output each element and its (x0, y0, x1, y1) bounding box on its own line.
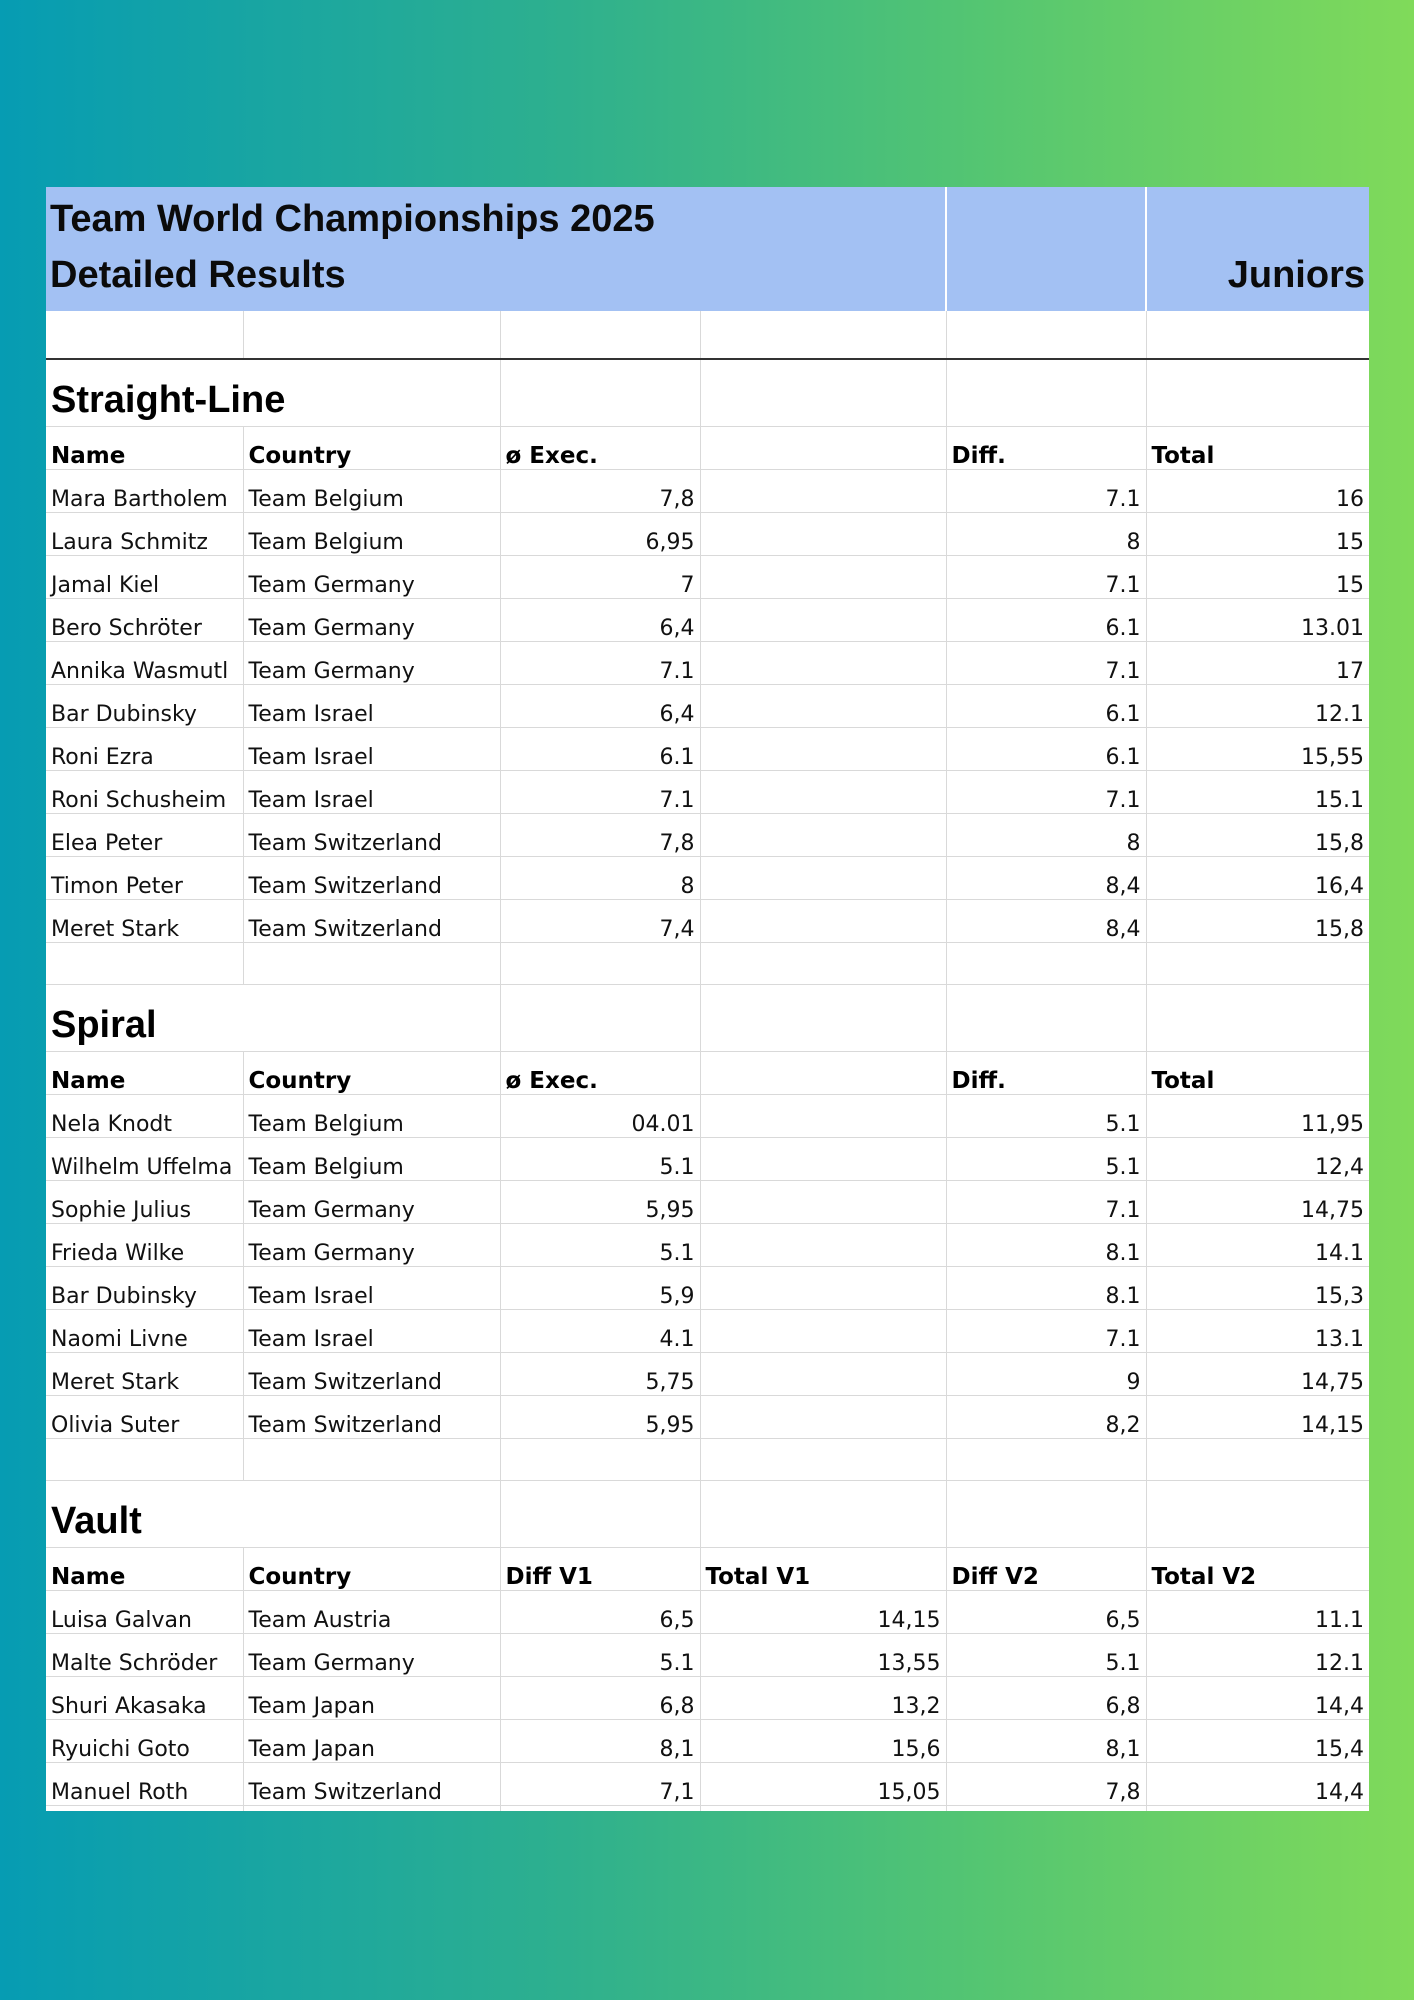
score-cell (700, 512, 946, 555)
score-cell: 8,2 (946, 1395, 1146, 1438)
score-cell (700, 469, 946, 512)
empty-cell (700, 1480, 946, 1547)
score-cell: 5.1 (500, 1137, 700, 1180)
country-cell: Team Israel (243, 770, 500, 813)
column-header: Diff V1 (500, 1547, 700, 1590)
score-cell: 6,95 (500, 512, 700, 555)
score-cell (700, 1309, 946, 1352)
country-cell: Team Germany (243, 598, 500, 641)
score-cell: 14,4 (1146, 1676, 1369, 1719)
table-row (46, 598, 1369, 641)
score-cell (700, 1094, 946, 1137)
score-cell (700, 1180, 946, 1223)
score-cell: 16,4 (1146, 856, 1369, 899)
score-cell: 7.1 (946, 555, 1146, 598)
table-row (46, 1719, 1369, 1762)
athlete-name-cell: Malte Schröder (46, 1633, 243, 1676)
country-cell: Team Belgium (243, 469, 500, 512)
section-title-cell (46, 359, 500, 426)
athlete-name-cell: Luisa Galvan (46, 1590, 243, 1633)
score-cell: 8,1 (500, 1719, 700, 1762)
score-cell: 8,4 (946, 899, 1146, 942)
country-cell: Team Switzerland (243, 899, 500, 942)
table-row (46, 813, 1369, 856)
score-cell: 6,8 (946, 1676, 1146, 1719)
column-header (700, 1051, 946, 1094)
athlete-name-cell: Manuel Roth (46, 1762, 243, 1805)
country-cell: Team Israel (243, 1266, 500, 1309)
score-cell: 6.1 (946, 598, 1146, 641)
column-header: Total V2 (1146, 1547, 1369, 1590)
empty-cell (500, 984, 700, 1051)
score-cell (700, 555, 946, 598)
empty-cell (700, 1805, 946, 1811)
score-cell (700, 684, 946, 727)
column-header: Total (1146, 1051, 1369, 1094)
score-cell (700, 1137, 946, 1180)
athlete-name-cell: Elea Peter (46, 813, 243, 856)
score-cell: 5.1 (500, 1633, 700, 1676)
athlete-name-cell: Naomi Livne (46, 1309, 243, 1352)
table-row (46, 1676, 1369, 1719)
athlete-name-cell: Roni Schusheim (46, 770, 243, 813)
country-cell: Team Germany (243, 1180, 500, 1223)
athlete-name-cell: Laura Schmitz (46, 512, 243, 555)
empty-cell (243, 1438, 500, 1480)
empty-cell (700, 1438, 946, 1480)
score-cell: 5,95 (500, 1180, 700, 1223)
column-header: Name (46, 1547, 243, 1590)
score-cell (700, 899, 946, 942)
score-cell: 15,3 (1146, 1266, 1369, 1309)
section-title-row (46, 1480, 1369, 1547)
score-cell: 13.01 (1146, 598, 1369, 641)
score-cell: 6.1 (946, 684, 1146, 727)
section-title-row (46, 359, 1369, 426)
score-cell: 6.1 (946, 727, 1146, 770)
score-cell: 5,9 (500, 1266, 700, 1309)
section-title: Spiral (51, 1003, 157, 1046)
score-cell: 5.1 (946, 1137, 1146, 1180)
score-cell: 14,75 (1146, 1352, 1369, 1395)
empty-cell (500, 942, 700, 984)
score-cell: 14,75 (1146, 1180, 1369, 1223)
table-row (46, 1137, 1369, 1180)
country-cell: Team Germany (243, 555, 500, 598)
table-row (46, 856, 1369, 899)
column-header: Country (243, 1547, 500, 1590)
score-cell: 7,8 (500, 813, 700, 856)
country-cell: Team Austria (243, 1590, 500, 1633)
score-cell: 6,4 (500, 598, 700, 641)
header-band (46, 187, 1369, 311)
score-cell: 6,5 (500, 1590, 700, 1633)
score-cell: 15,05 (700, 1762, 946, 1805)
empty-cell (1146, 942, 1369, 984)
section-title-row (46, 984, 1369, 1051)
score-cell: 15,6 (700, 1719, 946, 1762)
empty-cell (1146, 984, 1369, 1051)
score-cell (700, 1223, 946, 1266)
column-header: Diff. (946, 426, 1146, 469)
athlete-name-cell: Shuri Akasaka (46, 1676, 243, 1719)
score-cell: 8,1 (946, 1719, 1146, 1762)
empty-cell (500, 1805, 700, 1811)
table-row (46, 1223, 1369, 1266)
table-row (46, 1395, 1369, 1438)
table-row (46, 684, 1369, 727)
athlete-name-cell: Jamal Kiel (46, 555, 243, 598)
score-cell: 8 (946, 813, 1146, 856)
empty-cell (1146, 1438, 1369, 1480)
header-title-cell (46, 187, 946, 311)
column-header: Total V1 (700, 1547, 946, 1590)
score-cell: 8 (500, 856, 700, 899)
score-cell: 8.1 (946, 1223, 1146, 1266)
score-cell: 7,8 (500, 469, 700, 512)
score-cell: 7.1 (946, 641, 1146, 684)
column-header: ø Exec. (500, 426, 700, 469)
score-cell: 15 (1146, 555, 1369, 598)
country-cell: Team Switzerland (243, 856, 500, 899)
table-row (46, 1633, 1369, 1676)
table-row (46, 469, 1369, 512)
empty-cell (1146, 359, 1369, 426)
country-cell: Team Germany (243, 1633, 500, 1676)
column-header: Name (46, 1051, 243, 1094)
score-cell: 14.1 (1146, 1223, 1369, 1266)
empty-cell (700, 359, 946, 426)
column-header-row (46, 426, 1369, 469)
blank-row (46, 1805, 1369, 1811)
blank-row (46, 311, 1369, 359)
empty-cell (946, 1438, 1146, 1480)
score-cell: 11,95 (1146, 1094, 1369, 1137)
table-row (46, 1266, 1369, 1309)
score-cell: 15,8 (1146, 813, 1369, 856)
country-cell: Team Belgium (243, 512, 500, 555)
results-sheet (46, 187, 1369, 1811)
country-cell: Team Switzerland (243, 813, 500, 856)
score-cell: 8,4 (946, 856, 1146, 899)
score-cell: 7.1 (500, 641, 700, 684)
empty-cell (946, 359, 1146, 426)
country-cell: Team Japan (243, 1676, 500, 1719)
score-cell: 15.1 (1146, 770, 1369, 813)
score-cell: 15 (1146, 512, 1369, 555)
empty-cell (46, 1805, 243, 1811)
athlete-name-cell: Frieda Wilke (46, 1223, 243, 1266)
empty-cell (946, 984, 1146, 1051)
results-grid (46, 187, 1369, 1811)
score-cell (700, 1352, 946, 1395)
section-title-cell (46, 984, 500, 1051)
country-cell: Team Germany (243, 641, 500, 684)
table-row (46, 555, 1369, 598)
country-cell: Team Japan (243, 1719, 500, 1762)
table-row (46, 1309, 1369, 1352)
score-cell: 14,4 (1146, 1762, 1369, 1805)
athlete-name-cell: Bar Dubinsky (46, 684, 243, 727)
column-header-row (46, 1051, 1369, 1094)
empty-cell (700, 984, 946, 1051)
table-row (46, 1180, 1369, 1223)
athlete-name-cell: Bero Schröter (46, 598, 243, 641)
page-title: Team World Championships 2025 (50, 198, 655, 240)
table-row (46, 512, 1369, 555)
score-cell: 04.01 (500, 1094, 700, 1137)
empty-cell (46, 1438, 243, 1480)
athlete-name-cell: Bar Dubinsky (46, 1266, 243, 1309)
score-cell: 12.1 (1146, 1633, 1369, 1676)
category-label: Juniors (1227, 254, 1365, 296)
section-title-cell (46, 1480, 500, 1547)
athlete-name-cell: Meret Stark (46, 899, 243, 942)
score-cell: 6,8 (500, 1676, 700, 1719)
column-header: Diff. (946, 1051, 1146, 1094)
table-row (46, 899, 1369, 942)
score-cell (700, 856, 946, 899)
athlete-name-cell: Nela Knodt (46, 1094, 243, 1137)
blank-row (46, 1438, 1369, 1480)
score-cell: 5.1 (500, 1223, 700, 1266)
empty-cell (46, 942, 243, 984)
section-title: Vault (51, 1499, 142, 1542)
country-cell: Team Switzerland (243, 1395, 500, 1438)
score-cell: 6,4 (500, 684, 700, 727)
empty-cell (500, 1480, 700, 1547)
country-cell: Team Israel (243, 684, 500, 727)
athlete-name-cell: Roni Ezra (46, 727, 243, 770)
score-cell (700, 598, 946, 641)
country-cell: Team Israel (243, 727, 500, 770)
table-row (46, 770, 1369, 813)
section-title: Straight-Line (51, 378, 286, 421)
empty-cell (1146, 1480, 1369, 1547)
empty-cell (500, 1438, 700, 1480)
empty-cell (700, 942, 946, 984)
score-cell: 15,8 (1146, 899, 1369, 942)
score-cell: 8 (946, 512, 1146, 555)
table-row (46, 1094, 1369, 1137)
athlete-name-cell: Annika Wasmutl (46, 641, 243, 684)
score-cell: 5,75 (500, 1352, 700, 1395)
empty-cell (500, 359, 700, 426)
score-cell: 13.1 (1146, 1309, 1369, 1352)
country-cell: Team Belgium (243, 1094, 500, 1137)
score-cell: 5.1 (946, 1094, 1146, 1137)
score-cell: 12,4 (1146, 1137, 1369, 1180)
score-cell: 14,15 (1146, 1395, 1369, 1438)
country-cell: Team Switzerland (243, 1352, 500, 1395)
table-row (46, 1590, 1369, 1633)
empty-cell (1146, 1805, 1369, 1811)
score-cell: 8.1 (946, 1266, 1146, 1309)
score-cell: 5.1 (946, 1633, 1146, 1676)
athlete-name-cell: Mara Bartholem (46, 469, 243, 512)
athlete-name-cell: Olivia Suter (46, 1395, 243, 1438)
column-header: Country (243, 1051, 500, 1094)
empty-cell (946, 942, 1146, 984)
score-cell (700, 727, 946, 770)
country-cell: Team Germany (243, 1223, 500, 1266)
score-cell: 4.1 (500, 1309, 700, 1352)
score-cell: 17 (1146, 641, 1369, 684)
table-row (46, 1762, 1369, 1805)
score-cell: 13,2 (700, 1676, 946, 1719)
page-subtitle: Detailed Results (50, 254, 346, 296)
score-cell: 12.1 (1146, 684, 1369, 727)
column-header: ø Exec. (500, 1051, 700, 1094)
score-cell: 7.1 (500, 770, 700, 813)
score-cell (700, 641, 946, 684)
score-cell (700, 770, 946, 813)
column-header: Total (1146, 426, 1369, 469)
score-cell: 7,8 (946, 1762, 1146, 1805)
score-cell: 6.1 (500, 727, 700, 770)
table-row (46, 1352, 1369, 1395)
score-cell: 13,55 (700, 1633, 946, 1676)
column-header-row (46, 1547, 1369, 1590)
score-cell: 5,95 (500, 1395, 700, 1438)
header-category-cell (1146, 187, 1369, 311)
score-cell (700, 1395, 946, 1438)
column-header: Name (46, 426, 243, 469)
column-header: Country (243, 426, 500, 469)
score-cell: 6,5 (946, 1590, 1146, 1633)
table-row (46, 641, 1369, 684)
score-cell: 15,4 (1146, 1719, 1369, 1762)
score-cell: 9 (946, 1352, 1146, 1395)
score-cell: 7.1 (946, 770, 1146, 813)
column-header (700, 426, 946, 469)
country-cell: Team Belgium (243, 1137, 500, 1180)
empty-cell (243, 942, 500, 984)
score-cell: 7.1 (946, 469, 1146, 512)
score-cell: 7.1 (946, 1309, 1146, 1352)
score-cell: 14,15 (700, 1590, 946, 1633)
empty-cell (243, 1805, 500, 1811)
empty-cell (946, 1480, 1146, 1547)
score-cell (700, 1266, 946, 1309)
empty-cell (946, 1805, 1146, 1811)
athlete-name-cell: Timon Peter (46, 856, 243, 899)
score-cell: 7,1 (500, 1762, 700, 1805)
score-cell: 7.1 (946, 1180, 1146, 1223)
country-cell: Team Switzerland (243, 1762, 500, 1805)
athlete-name-cell: Ryuichi Goto (46, 1719, 243, 1762)
score-cell: 15,55 (1146, 727, 1369, 770)
athlete-name-cell: Wilhelm Uffelma (46, 1137, 243, 1180)
athlete-name-cell: Sophie Julius (46, 1180, 243, 1223)
blank-row (46, 942, 1369, 984)
header-empty-cell (946, 187, 1146, 311)
table-row (46, 727, 1369, 770)
score-cell: 7,4 (500, 899, 700, 942)
country-cell: Team Israel (243, 1309, 500, 1352)
score-cell: 16 (1146, 469, 1369, 512)
score-cell (700, 813, 946, 856)
athlete-name-cell: Meret Stark (46, 1352, 243, 1395)
score-cell: 7 (500, 555, 700, 598)
column-header: Diff V2 (946, 1547, 1146, 1590)
score-cell: 11.1 (1146, 1590, 1369, 1633)
